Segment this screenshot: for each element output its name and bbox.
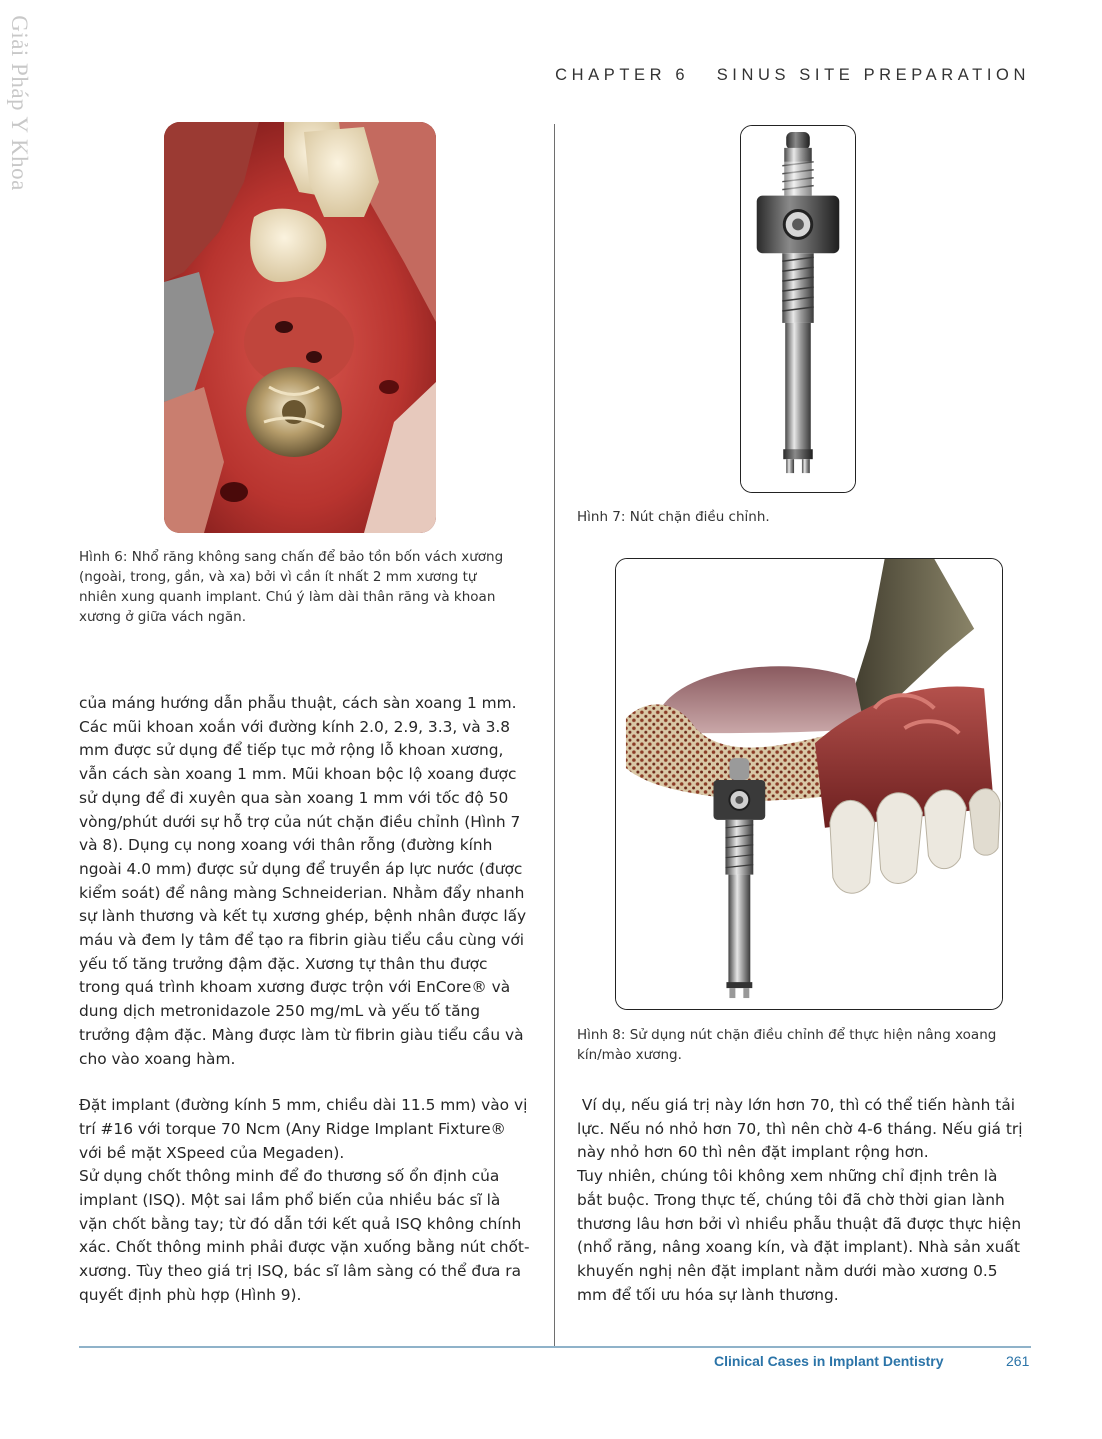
left-paragraph-3: Sử dụng chốt thông minh để đo thương số ổn định của implant (ISQ). Một sai lầm phổ biến của nhiều bác sĩ là vặn chốt bằng tay; từ đó dẫn tới kết quả ISQ không chính xác. Chốt thông minh phải được vặn xuống bằng nút chốt-xương. Tùy theo giá trị ISQ, bác sĩ lâm sàng có thể đưa ra quyết định phù hợp (Hình 9). (79, 1167, 530, 1304)
watermark (2, 8, 36, 198)
figure-7-caption: Hình 7: Nút chặn điều chỉnh. (577, 509, 770, 525)
footer-book-title: Clinical Cases in Implant Dentistry (714, 1353, 944, 1369)
chapter-header: CHAPTER 6 SINUS SITE PREPARATION (555, 66, 1030, 84)
figure-8-diagram (615, 558, 1003, 1010)
column-divider (554, 124, 555, 1346)
figure-7-tool-image (740, 125, 856, 493)
left-paragraph-2: Đặt implant (đường kính 5 mm, chiều dài 11.5 mm) vào vị trí #16 với torque 70 Ncm (Any Ridge Implant Fixture® với bề mặt XSpeed của Megaden). (79, 1096, 528, 1162)
right-paragraph-2: Tuy nhiên, chúng tôi không xem những chỉ định trên là bắt buộc. Trong thực tế, chúng tôi đã chờ thời gian lành thương lâu hơn bởi vì nhiều phẫu thuật đã được thực hiện (nhổ răng, nâng xoang kín, và đặt implant). Nhà sản xuất khuyến nghị nên đặt implant nằm dưới mào xương 0.5 mm để tối ưu hóa sự lành thương. (577, 1167, 1022, 1304)
page-number: 261 (1006, 1353, 1030, 1369)
footer-rule (79, 1346, 1031, 1348)
right-paragraph-1: Ví dụ, nếu giá trị này lớn hơn 70, thì có thể tiến hành tải lực. Nếu nó nhỏ hơn 70, thì nên chờ 4-6 tháng. Nếu giá trị này nhỏ hơn 60 thì nên đặt implant rộng hơn. (577, 1096, 1028, 1162)
figure-8-caption: Hình 8: Sử dụng nút chặn điều chỉnh để thực hiện nâng xoang kín/mào xương. (577, 1027, 997, 1063)
watermark-text: Giải Pháp Y Khoa (7, 15, 32, 191)
figure-6-photo (164, 122, 436, 533)
left-column (79, 692, 531, 1308)
right-column (577, 1094, 1028, 1307)
figure-6-caption: Hình 6: Nhổ răng không sang chấn để bảo tồn bốn vách xương (ngoài, trong, gần, và xa) bởi vì cần ít nhất 2 mm xương tự nhiên xung quanh implant. Chú ý làm dài thân răng và khoan xương ở giữa vách ngăn. (79, 549, 504, 625)
left-paragraph-1: của máng hướng dẫn phẫu thuật, cách sàn xoang 1 mm. Các mũi khoan xoắn với đường kính 2.0, 2.9, 3.3, và 3.8 mm được sử dụng để tiếp tục mở rộng lỗ khoan xương, vẫn cách sàn xoang 1 mm. Mũi khoan bộc lộ xoang được sử dụng để đi xuyên qua sàn xoang 1 mm với tốc độ 50 vòng/phút dưới sự hỗ trợ của nút chặn điều chỉnh (Hình 7 và 8). Dụng cụ nong xoang với thân rỗng (đường kính ngoài 4.0 mm) được sử dụng để truyền áp lực nước (được kiểm soát) để nâng màng Schneiderian. Nhằm đẩy nhanh sự lành thương và kết tụ xương ghép, bệnh nhân được lấy máu và đem ly tâm để tạo ra fibrin giàu tiểu cầu cùng với yếu tố tăng trưởng đậm đặc. Xương tự thân thu được trong quá trình khoam xương được trộn với EnCore® và dung dịch metronidazole 250 mg/mL và yếu tố tăng trưởng đậm đặc. Màng được làm từ fibrin giàu tiểu cầu và cho vào xoang hàm. (79, 694, 527, 1068)
